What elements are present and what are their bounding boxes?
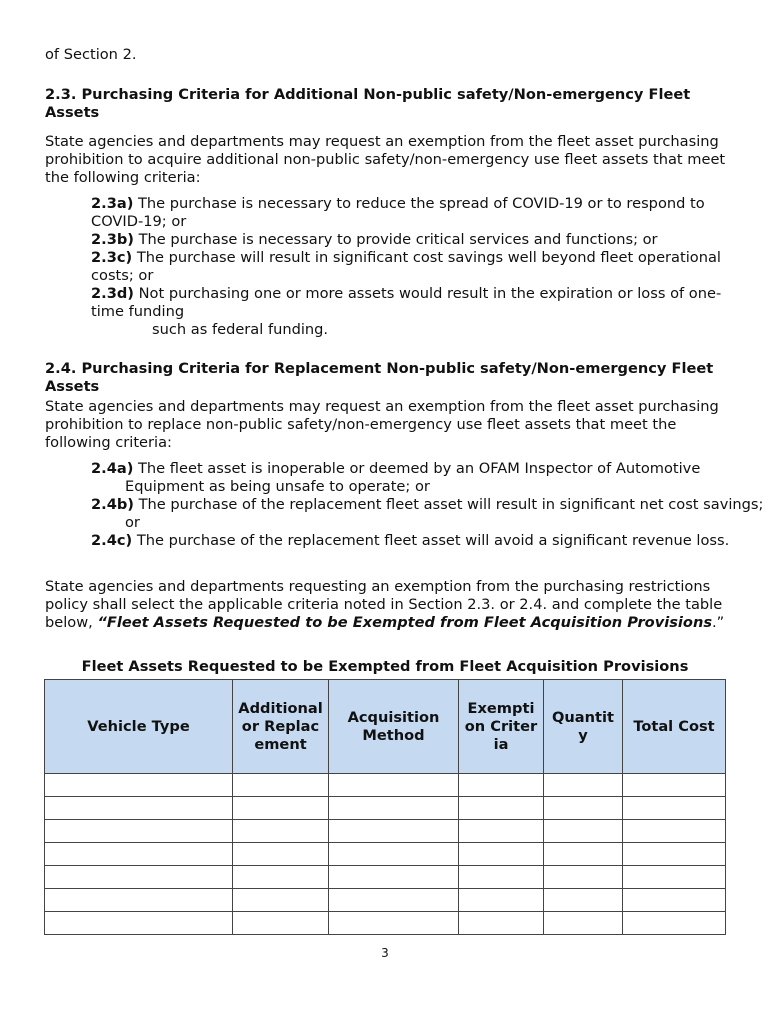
item-label: 2.3a) [91, 195, 134, 212]
list-item [91, 285, 731, 321]
table-cell[interactable] [623, 866, 726, 889]
table-cell[interactable] [544, 797, 623, 820]
table-row [45, 774, 726, 797]
section-2-4-intro: State agencies and departments may request an exemption from the fleet asset purchasing prohibition to replace non-public safety/non-emergency use fleet assets that meet the following criteria: [45, 398, 719, 451]
table-cell[interactable] [544, 912, 623, 935]
table-cell[interactable] [329, 797, 459, 820]
top-line: of Section 2. [45, 46, 137, 63]
table-cell[interactable] [459, 797, 544, 820]
table-cell[interactable] [329, 774, 459, 797]
list-item [91, 496, 765, 532]
table-cell[interactable] [623, 889, 726, 912]
list-item [91, 460, 765, 496]
table-cell[interactable] [459, 889, 544, 912]
table-cell[interactable] [329, 889, 459, 912]
table-title: Fleet Assets Requested to be Exempted from Fleet Acquisition Provisions [81, 658, 689, 675]
table-row [45, 889, 726, 912]
closing-text: State agencies and departments requesting an exemption from the purchasing restrictions policy shall select the applicable criteria noted in Section 2.3. or 2.4. and complete the table below, [45, 578, 723, 631]
item-label: 2.4a) [91, 460, 134, 477]
table-row [45, 866, 726, 889]
table-cell[interactable] [544, 889, 623, 912]
col-acquisition-method: Acquisition Method [329, 680, 459, 774]
list-item [91, 231, 731, 249]
closing-end: .” [712, 614, 725, 631]
table-row [45, 820, 726, 843]
section-2-3-intro: State agencies and departments may request an exemption from the fleet asset purchasing prohibition to acquire additional non-public safety/non-emergency use fleet assets that meet the following criteria: [45, 133, 726, 186]
table-cell[interactable] [623, 774, 726, 797]
item-label: 2.3b) [91, 231, 134, 248]
page-number: 3 [381, 946, 389, 960]
table-cell[interactable] [544, 843, 623, 866]
col-total-cost: Total Cost [623, 680, 726, 774]
table-cell[interactable] [45, 820, 233, 843]
table-cell[interactable] [459, 843, 544, 866]
item-text: The purchase of the replacement fleet asset will result in significant net cost savings; or [125, 496, 764, 531]
table-cell[interactable] [623, 820, 726, 843]
item-text: The purchase is necessary to reduce the spread of COVID-19 or to respond to COVID-19; or [91, 195, 705, 230]
table-cell[interactable] [233, 889, 329, 912]
table-row [45, 912, 726, 935]
table-cell[interactable] [459, 820, 544, 843]
col-exemption-criteria: Exemption Criteria [459, 680, 544, 774]
col-additional-or-replacement: Additional or Replacement [233, 680, 329, 774]
table-header-row [45, 680, 726, 774]
table-cell[interactable] [45, 866, 233, 889]
table-cell[interactable] [623, 912, 726, 935]
table-cell[interactable] [45, 912, 233, 935]
table-cell[interactable] [623, 843, 726, 866]
table-cell[interactable] [459, 774, 544, 797]
table-cell[interactable] [329, 843, 459, 866]
table-cell[interactable] [544, 866, 623, 889]
item-text: The purchase is necessary to provide critical services and functions; or [133, 231, 658, 248]
table-row [45, 843, 726, 866]
section-2-4-heading: 2.4. Purchasing Criteria for Replacement Non-public safety/Non-emergency Fleet Assets [45, 360, 714, 395]
list-item [91, 195, 731, 231]
table-cell[interactable] [329, 820, 459, 843]
section-2-3-heading: 2.3. Purchasing Criteria for Additional Non-public safety/Non-emergency Fleet Assets [45, 86, 691, 121]
table-cell[interactable] [329, 866, 459, 889]
list-continuation: such as federal funding. [152, 321, 329, 338]
item-label: 2.3c) [91, 249, 133, 266]
closing-emphasis: “Fleet Assets Requested to be Exempted from Fleet Acquisition Provisions [97, 614, 713, 631]
table-cell[interactable] [329, 912, 459, 935]
exemption-table [44, 679, 726, 935]
table-cell[interactable] [45, 843, 233, 866]
table-cell[interactable] [544, 820, 623, 843]
item-text: Not purchasing one or more assets would result in the expiration or loss of one-time funding [91, 285, 722, 320]
item-text: The purchase will result in significant cost savings well beyond fleet operational costs; or [91, 249, 721, 284]
item-label: 2.4b) [91, 496, 134, 513]
list-item [91, 532, 765, 550]
item-text: The purchase of the replacement fleet asset will avoid a significant revenue loss. [132, 532, 730, 549]
table-cell[interactable] [233, 797, 329, 820]
table-cell[interactable] [233, 774, 329, 797]
table-body [45, 774, 726, 935]
table-cell[interactable] [233, 866, 329, 889]
table-cell[interactable] [233, 820, 329, 843]
table-cell[interactable] [233, 843, 329, 866]
list-item [91, 249, 731, 285]
table-cell[interactable] [233, 912, 329, 935]
table-cell[interactable] [459, 912, 544, 935]
item-text: The fleet asset is inoperable or deemed by an OFAM Inspector of Automotive Equipment as being unsafe to operate; or [125, 460, 701, 495]
item-label: 2.3d) [91, 285, 134, 302]
closing-paragraph [45, 578, 735, 632]
table-cell[interactable] [623, 797, 726, 820]
item-label: 2.4c) [91, 532, 133, 549]
table-cell[interactable] [459, 866, 544, 889]
table-row [45, 797, 726, 820]
col-vehicle-type: Vehicle Type [45, 680, 233, 774]
table-cell[interactable] [45, 774, 233, 797]
col-quantity: Quantity [544, 680, 623, 774]
table-cell[interactable] [45, 797, 233, 820]
table-cell[interactable] [45, 889, 233, 912]
table-cell[interactable] [544, 774, 623, 797]
